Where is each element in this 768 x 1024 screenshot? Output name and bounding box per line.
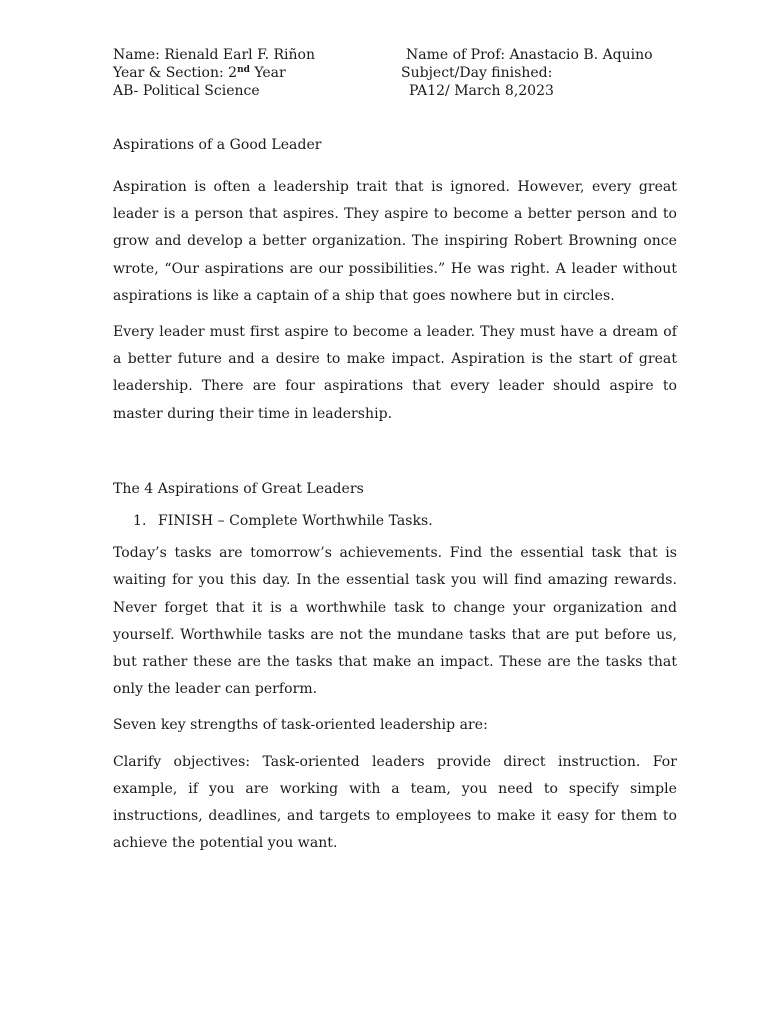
paragraph: Today’s tasks are tomorrow’s achievements. Find the essential task that is waiting for you this day. In the essential task you will find amazing rewards. Never forget that it is a worthwhile task to change your organization and yourself. Worthwhile tasks are not the mundane tasks that are put before us, but rather these are the tasks that make an impact. These are the tasks that only the leader can perform. — [113, 545, 677, 698]
year-superscript: nd — [237, 65, 250, 75]
year-prefix: Year & Section: 2 — [113, 65, 238, 81]
document-body — [113, 136, 677, 857]
document-title: Aspirations of a Good Leader — [113, 137, 322, 153]
paragraph: Aspiration is often a leadership trait that is ignored. However, every great leader is a person that aspires. They aspire to become a better person and to grow and develop a better organization. The inspiring Robert Browning once wrote, “Our aspirations are our possibilities.” He was right. A leader without aspirations is like a captain of a ship that goes nowhere but in circles. — [113, 179, 677, 304]
year-suffix: Year — [249, 65, 286, 81]
professor-name: Name of Prof: Anastacio B. Aquino — [406, 47, 653, 63]
paragraph: Seven key strengths of task-oriented leadership are: — [113, 717, 488, 734]
list-text: FINISH – Complete Worthwhile Tasks. — [158, 513, 433, 530]
header-row-3 — [113, 82, 673, 100]
paragraph: Every leader must first aspire to become a leader. They must have a dream of a better future and a desire to make impact. Aspiration is the start of great leadership. There are four aspirations that every leader should aspire to master during their time in leadership. — [113, 324, 677, 422]
header-row-2 — [113, 64, 673, 82]
header-block — [113, 46, 673, 100]
list-item — [113, 508, 677, 535]
year-section — [113, 64, 286, 82]
subject-value: PA12/ March 8,2023 — [409, 83, 554, 99]
program: AB- Political Science — [113, 83, 260, 99]
header-row-1 — [113, 46, 673, 64]
subject-label: Subject/Day finished: — [401, 65, 553, 81]
paragraph: Clarify objectives: Task-oriented leaders provide direct instruction. For example, if you are working with a team, you need to specify simple instructions, deadlines, and targets to employees to make it easy for them to achieve the potential you want. — [113, 753, 677, 852]
student-name: Name: Rienald Earl F. Riñon — [113, 47, 315, 63]
list-number: 1. — [133, 513, 147, 530]
section-title: The 4 Aspirations of Great Leaders — [113, 480, 364, 497]
